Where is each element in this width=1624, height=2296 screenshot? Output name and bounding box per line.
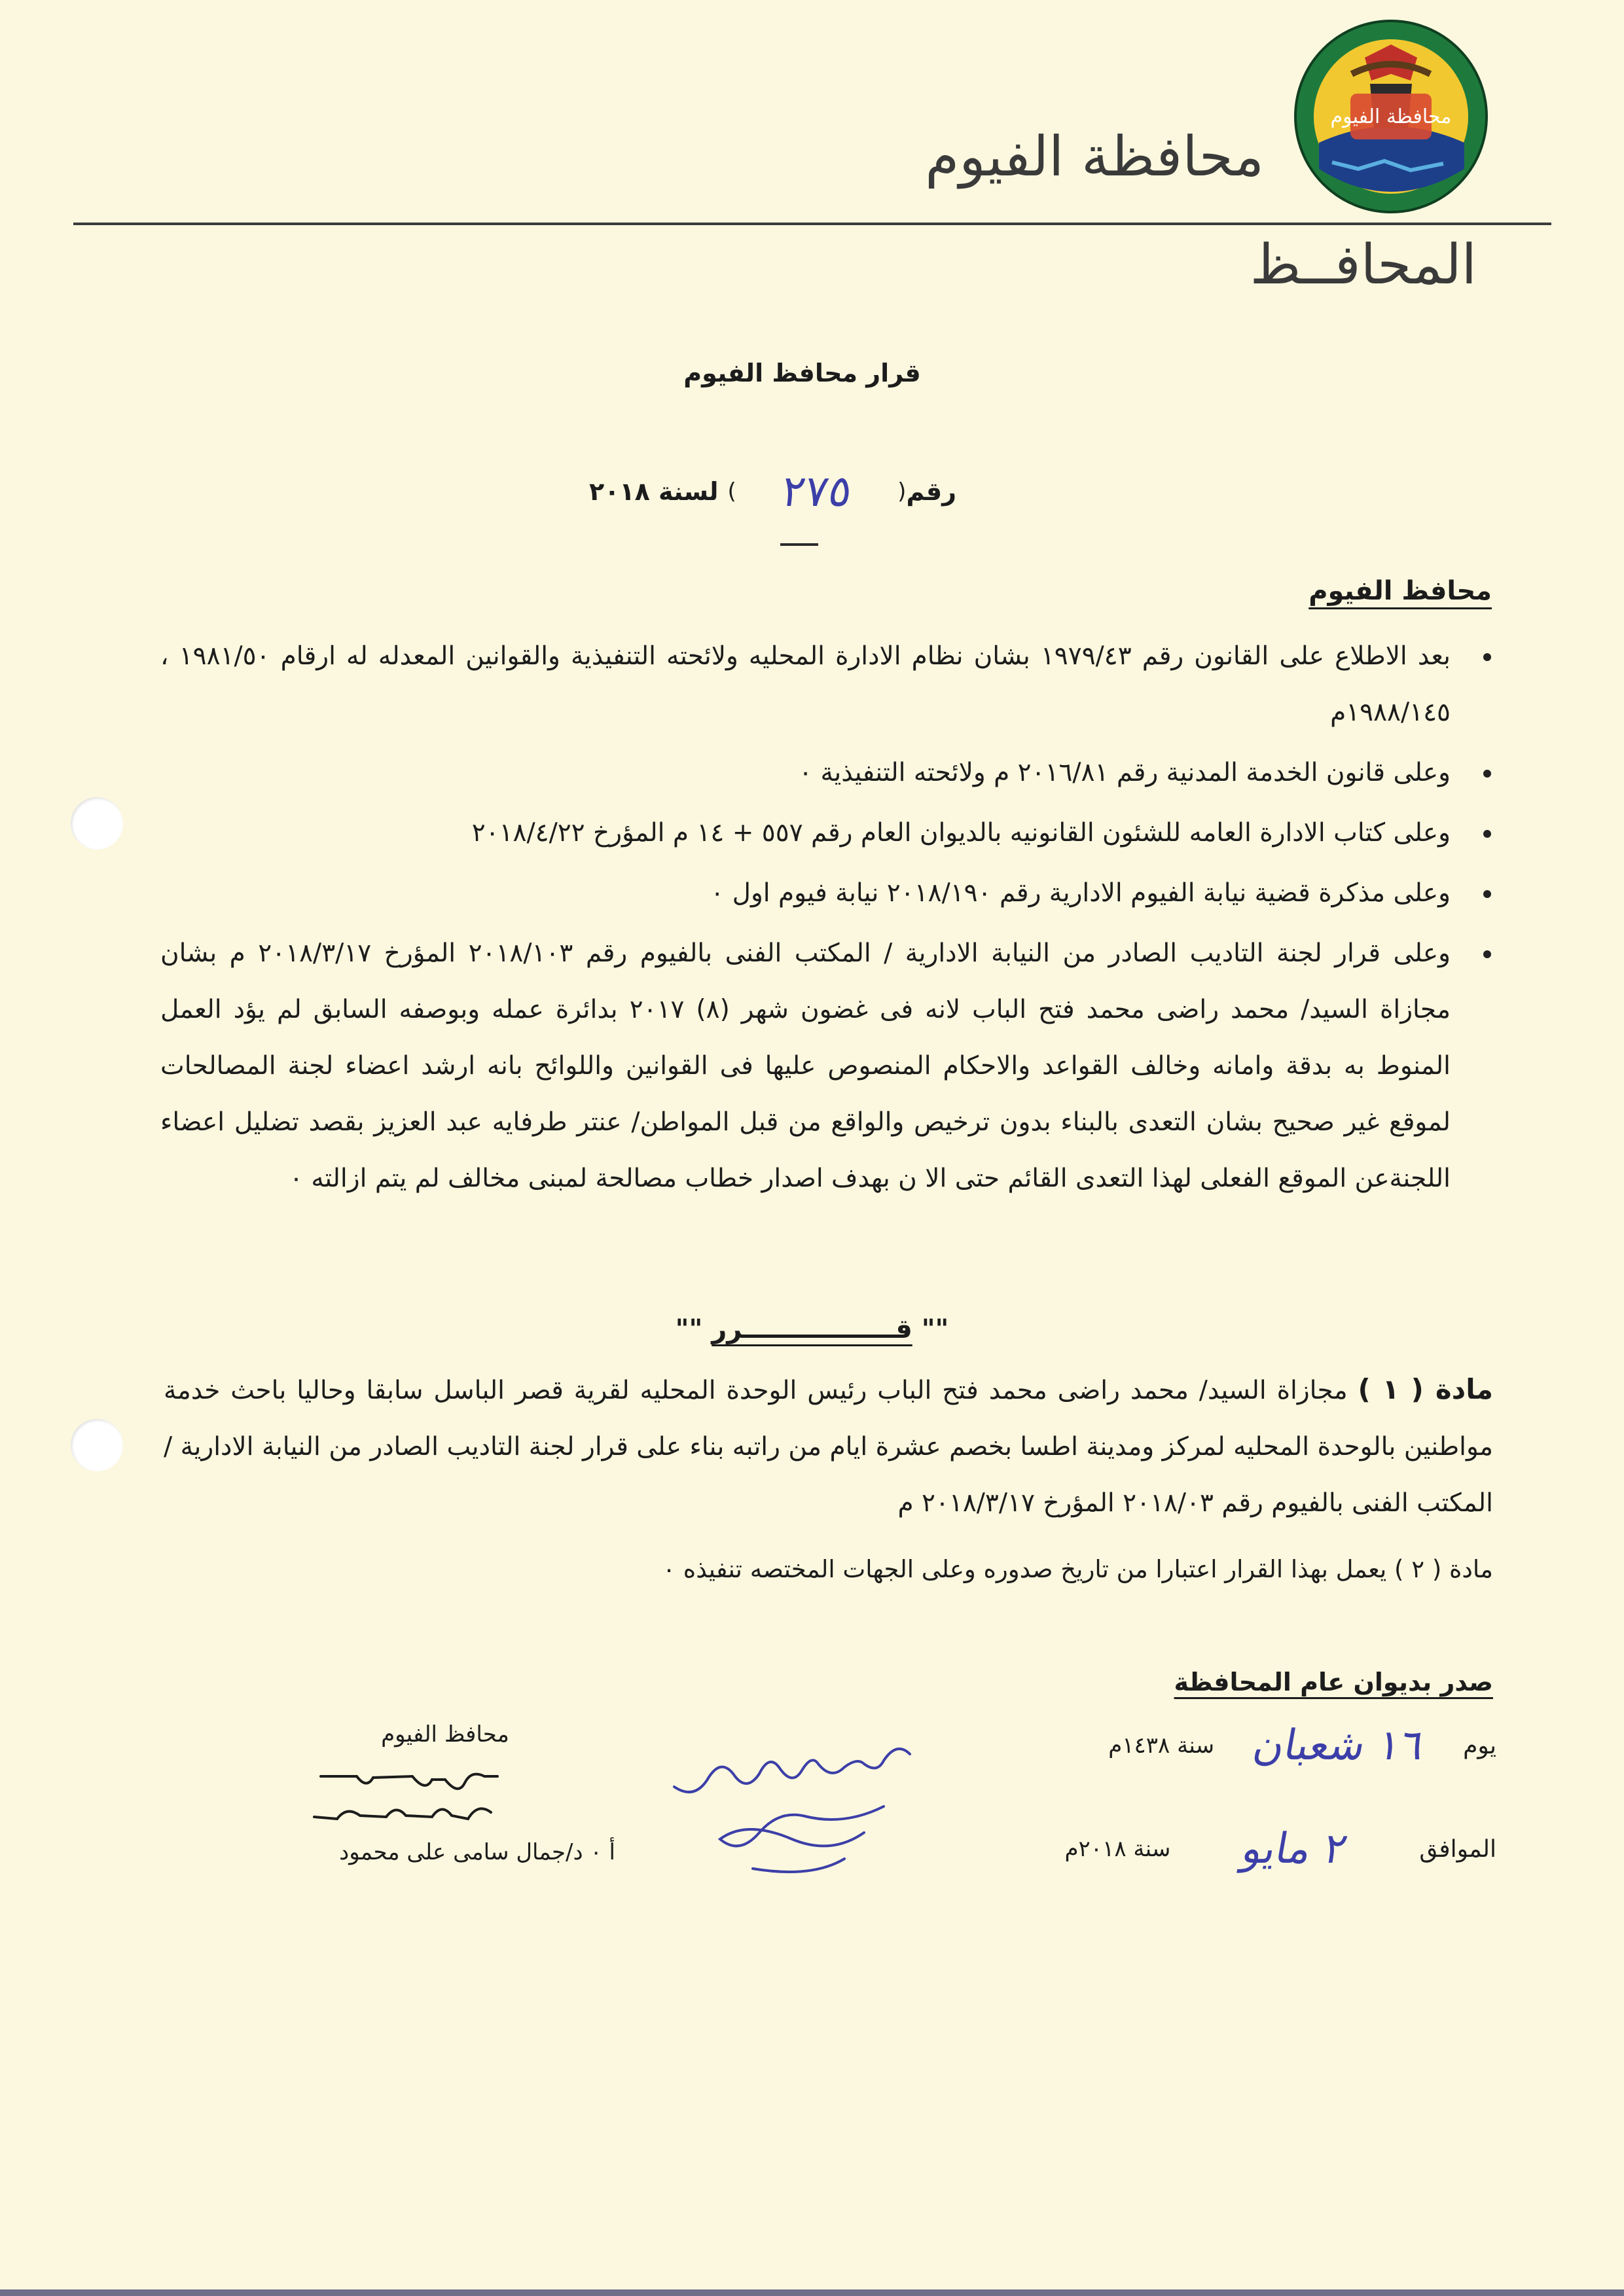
gregorian-year: سنة ٢٠١٨م: [1064, 1836, 1171, 1862]
decides-heading: [0, 1314, 1624, 1344]
article-2: مادة ( ٢ ) يعمل بهذا القرار اعتبارا من تاريخ صدوره وعلى الجهات المختصه تنفيذه ٠: [662, 1555, 1493, 1583]
governor-label: محافظ الفيوم: [381, 1721, 509, 1748]
decree-number-line: [589, 466, 956, 516]
consideration-item: وعلى قرار لجنة التاديب الصادر من النيابة الادارية / المكتب الفنى بالفيوم رقم ٢٠١٨/١٠٣ المؤرخ ٢٠١٨/٣/١٧ م بشان مجازاة السيد/ محمد راضى محمد فتح الباب لانه فى غضون شهر (٨) ٢٠١٧ بدائرة عمله وبوصفه السابق لم يؤد العمل المنوط به بدقة وامانه وخالف القواعد والاحكام المنصوص عليها فى القوانين واللوائح بانه ارشد اعضاء لجنة المصالحات لموقع غير صحيح بشان التعدى بالبناء بدون ترخيص والواقع من قبل المواطن/ عنتر طرفايه عبد العزيز بقصد تضليل اعضاء اللجنةعن الموقع الفعلى لهذا التعدى القائم حتى الا ن بهدف اصدار خطاب مصالحة لمبنى مخالف لم يتم ازالته ٠: [160, 925, 1451, 1207]
gregorian-date-handwritten: ٢ مايو: [1238, 1825, 1352, 1873]
hijri-date-row: [1108, 1721, 1496, 1770]
governorate-name: محافظة الفيوم: [925, 124, 1264, 188]
punch-hole: [71, 797, 123, 850]
considerations-list: [160, 628, 1451, 1211]
office-title: المحافــظ: [1250, 232, 1477, 296]
consideration-item: وعلى قانون الخدمة المدنية رقم ٢٠١٦/٨١ م ولائحته التنفيذية ٠: [160, 745, 1451, 801]
number-close-paren: ): [727, 478, 736, 505]
decides-close-quotes: "": [675, 1314, 703, 1344]
decides-open-quotes: "": [921, 1314, 949, 1344]
number-label: رقم: [906, 476, 956, 506]
governorate-seal-logo: [1293, 18, 1489, 215]
decides-word: قـــــــــــــــــرر: [712, 1314, 912, 1344]
article-1-text: مجازاة السيد/ محمد راضى محمد فتح الباب رئيس الوحدة المحليه لقرية قصر الباسل سابقا وحاليا باحث خدمة مواطنين بالوحدة المحليه لمركز ومدينة اطسا بخصم عشرة ايام من راتبه بناء على قرار لجنة التاديب الصادر من النيابة الادارية / المكتب الفنى بالفيوم رقم ٢٠١٨/٠٣ المؤرخ ٢٠١٨/٣/١٧ م: [164, 1376, 1493, 1518]
decree-title: قرار محافظ الفيوم: [683, 359, 921, 387]
governor-signature: [275, 1757, 511, 1842]
logo-text: محافظة الفيوم: [1330, 105, 1452, 128]
consideration-item: وعلى مذكرة قضية نيابة الفيوم الادارية رقم ٢٠١٨/١٩٠ نيابة فيوم اول ٠: [160, 865, 1451, 922]
decree-year-label: لسنة ٢٠١٨: [589, 476, 719, 506]
punch-hole: [71, 1419, 123, 1471]
issued-at-heading: صدر بديوان عام المحافظة: [1174, 1668, 1493, 1696]
number-open-paren: (: [897, 478, 907, 505]
decree-number-handwritten: ٢٧٥: [778, 466, 856, 516]
gregorian-date-row: [1064, 1825, 1496, 1873]
governor-name: أ ٠ د/جمال سامى على محمود: [339, 1839, 615, 1865]
page-bottom-edge: [0, 2289, 1624, 2296]
title-divider-dash: [780, 543, 818, 546]
governor-signature-block: [275, 1721, 615, 1865]
consideration-item: وعلى كتاب الادارة العامه للشئون القانونيه بالديوان العام رقم ٥٥٧ + ١٤ م المؤرخ ٢٠١٨/٤/٢٢: [160, 805, 1451, 861]
article-1: [164, 1361, 1493, 1532]
consideration-item: بعد الاطلاع على القانون رقم ١٩٧٩/٤٣ بشان نظام الادارة المحليه ولائحته التنفيذية والقوانين المعدله له ارقام ١٩٨١/٥٠ ، ١٩٨٨/١٤٥م: [160, 628, 1451, 741]
official-signature: [648, 1728, 936, 1885]
gregorian-label: الموافق: [1419, 1835, 1496, 1863]
hijri-date-handwritten: ١٦ شعبان: [1249, 1721, 1428, 1770]
header-divider: [73, 223, 1551, 225]
article-1-label: مادة ( ١ ): [1358, 1373, 1493, 1405]
day-label: يوم: [1463, 1732, 1496, 1759]
hijri-year: سنة ١٤٣٨م: [1108, 1732, 1215, 1759]
addressee-heading: محافظ الفيوم: [1308, 576, 1492, 606]
